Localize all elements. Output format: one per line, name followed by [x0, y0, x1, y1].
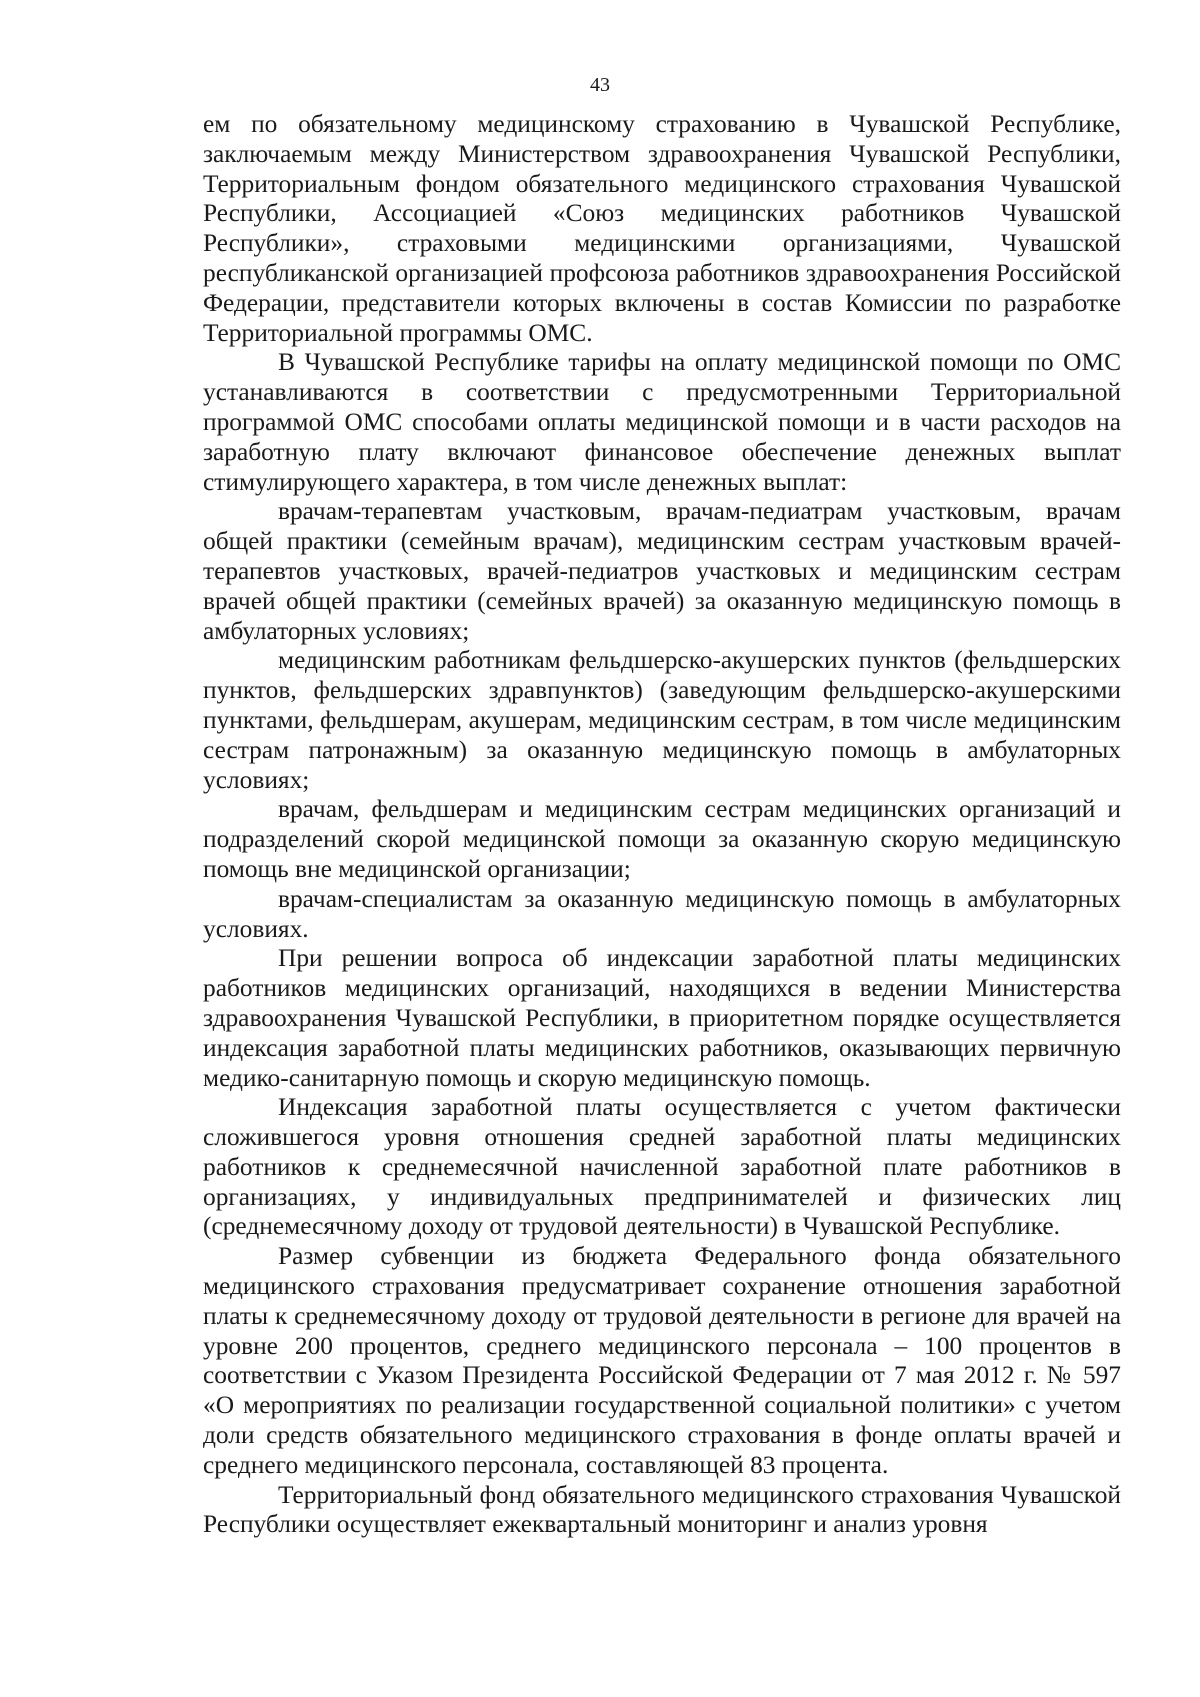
paragraph-10: Территориальный фонд обязательного медицинского страхования Чувашской Республики осуществляет ежеквартальный мониторинг и анализ уровня	[203, 1480, 1121, 1539]
paragraph-4: медицинским работникам фельдшерско-акушерских пунктов (фельдшерских пунктов, фельдшерских здравпунктов) (заведующим фельдшерско-акушерскими пунктами, фельдшерам, акушерам, медицинским сестрам, в том числе медицинским сестрам патронажным) за оказанную медицинскую помощь в амбулаторных условиях;	[203, 646, 1121, 794]
paragraph-1: ем по обязательному медицинскому страхованию в Чувашской Республике, заключаемым между Министерством здравоохранения Чувашской Республики, Территориальным фондом обязательного медицинского страхования Чувашской Республики, Ассоциацией «Союз медицинских работников Чувашской Республики», страховыми медицинскими организациями, Чувашской республиканской организацией профсоюза работников здравоохранения Российской Федерации, представители которых включены в состав Комиссии по разработке Территориальной программы ОМС.	[203, 110, 1121, 347]
paragraph-7: При решении вопроса об индексации заработной платы медицинских работников медицинских организаций, находящихся в ведении Министерства здравоохранения Чувашской Республики, в приоритетном порядке осуществляется индексация заработной платы медицинских работников, оказывающих первичную медико-санитарную помощь и скорую медицинскую помощь.	[203, 944, 1121, 1092]
paragraph-8: Индексация заработной платы осуществляется с учетом фактически сложившегося уровня отношения средней заработной платы медицинских работников к среднемесячной начисленной заработной плате работников в организациях, у индивидуальных предпринимателей и физических лиц (среднемесячному доходу от трудовой деятельности) в Чувашской Республике.	[203, 1093, 1121, 1241]
paragraph-9: Размер субвенции из бюджета Федерального фонда обязательного медицинского страхования предусматривает сохранение отношения заработной платы к среднемесячному доходу от трудовой деятельности в регионе для врачей на уровне 200 процентов, среднего медицинского персонала – 100 процентов в соответствии с Указом Президента Российской Федерации от 7 мая 2012 г. № 597 «О мероприятиях по реализации государственной социальной политики» с учетом доли средств обязательного медицинского страхования в фонде оплаты врачей и среднего медицинского персонала, составляющей 83 процента.	[203, 1242, 1121, 1479]
paragraph-6: врачам-специалистам за оказанную медицинскую помощь в амбулаторных условиях.	[203, 884, 1121, 943]
page-number: 43	[590, 74, 610, 96]
document-body	[203, 110, 1121, 1540]
paragraph-5: врачам, фельдшерам и медицинским сестрам медицинских организаций и подразделений скорой медицинской помощи за оказанную скорую медицинскую помощь вне медицинской организации;	[203, 795, 1121, 883]
paragraph-2: В Чувашской Республике тарифы на оплату медицинской помощи по ОМС устанавливаются в соответствии с предусмотренными Территориальной программой ОМС способами оплаты медицинской помощи и в части расходов на заработную плату включают финансовое обеспечение денежных выплат стимулирующего характера, в том числе денежных выплат:	[203, 348, 1121, 496]
paragraph-3: врачам-терапевтам участковым, врачам-педиатрам участковым, врачам общей практики (семейным врачам), медицинским сестрам участковым врачей-терапевтов участковых, врачей-педиатров участковых и медицинским сестрам врачей общей практики (семейных врачей) за оказанную медицинскую помощь в амбулаторных условиях;	[203, 497, 1121, 645]
